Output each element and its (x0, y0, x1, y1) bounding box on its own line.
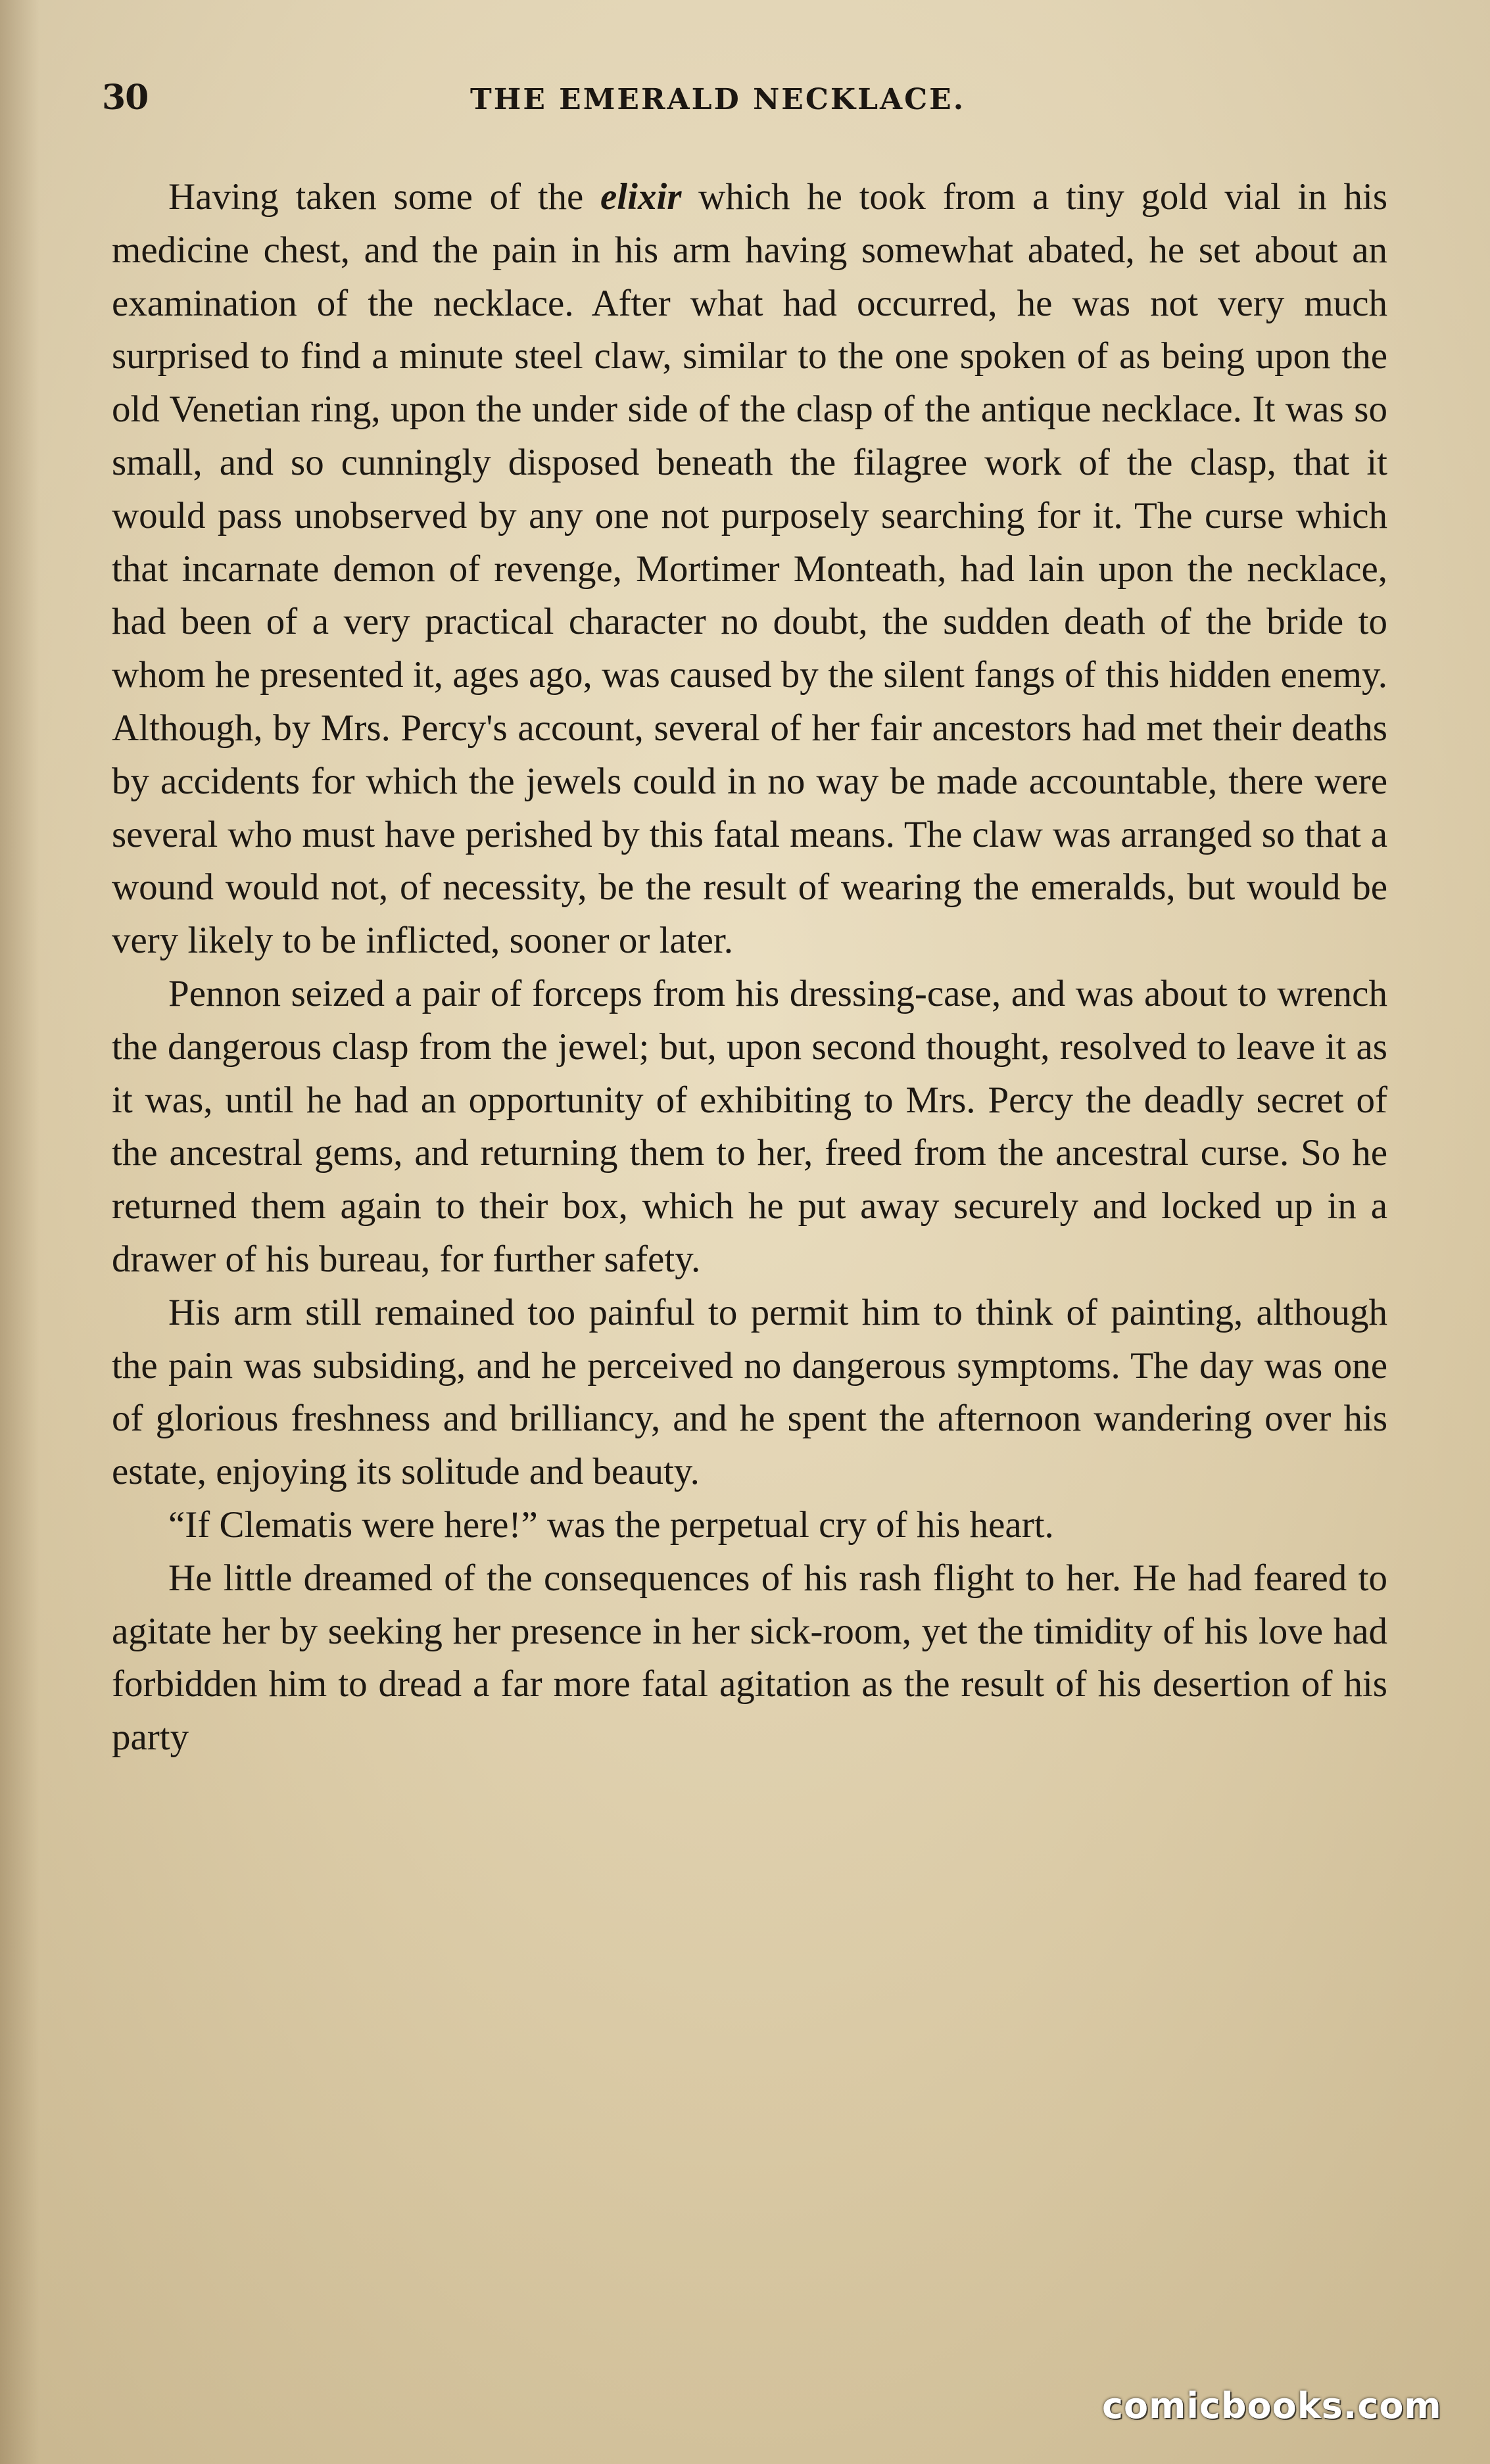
paragraph-5: He little dreamed of the consequences of his rash flight to her. He had feared to agitate her by seeking her presence in her sick-room, yet the timidity of his love had forbidden him to dread a far more fatal agitation as the result of his desertion of his party (112, 1557, 1387, 1759)
paragraph-2: Pennon seized a pair of forceps from his dressing-case, and was about to wrench the dangerous clasp from the jewel; but, upon second thought, resolved to leave it as it was, until he had an opportunity of exhibiting to Mrs. Percy the deadly secret of the ancestral gems, and returning them to her, freed from the ancestral curse. So he returned them again to their box, which he put away securely and locked up in a drawer of his bureau, for further safety. (112, 972, 1387, 1280)
paragraph-1-rest: which he took from a tiny gold vial in his medicine chest, and the pain in his arm having somewhat abated, he set about an examination of the necklace. After what had occurred, he was not very much surprised to find a minute steel claw, similar to the one spoken of as being upon the old Venetian ring, upon the under side of the clasp of the antique necklace. It was so small, and so cunningly disposed beneath the filagree work of the clasp, that it would pass unobserved by any one not purposely searching for it. The curse which that incarnate demon of revenge, Mortimer Monteath, had lain upon the necklace, had been of a very practical character no doubt, the sudden death of the bride to whom he presented it, ages ago, was caused by the silent fangs of this hidden enemy. Although, by Mrs. Percy's account, several of her fair ancestors had met their deaths by accidents for which the jewels could in no way be made accountable, there were several who must have perished by this fatal means. The claw was arranged so that a wound would not, of necessity, be the result of wearing the emeralds, but would be very likely to be inflicted, sooner or later. (112, 176, 1388, 962)
running-head (102, 78, 1384, 130)
paragraph-1-start: Having taken some of the (168, 176, 600, 218)
paragraph-3: His arm still remained too painful to permit him to think of painting, although the pain was subsiding, and he perceived no dangerous symptoms. The day was one of glorious freshness and brilliancy, and he spent the afternoon wandering over his estate, enjoying its solitude and beauty. (112, 1291, 1387, 1493)
page-number: 30 (102, 78, 149, 118)
paragraph-1 (112, 171, 1387, 968)
watermark: comicbooks.com (1102, 2385, 1442, 2427)
paragraph-4: “If Clematis were here!” was the perpetual cry of his heart. (168, 1504, 1054, 1546)
book-title: THE EMERALD NECKLACE. (470, 83, 966, 116)
body-text (112, 171, 1387, 1765)
italic-word-elixir: elixir (600, 176, 682, 218)
